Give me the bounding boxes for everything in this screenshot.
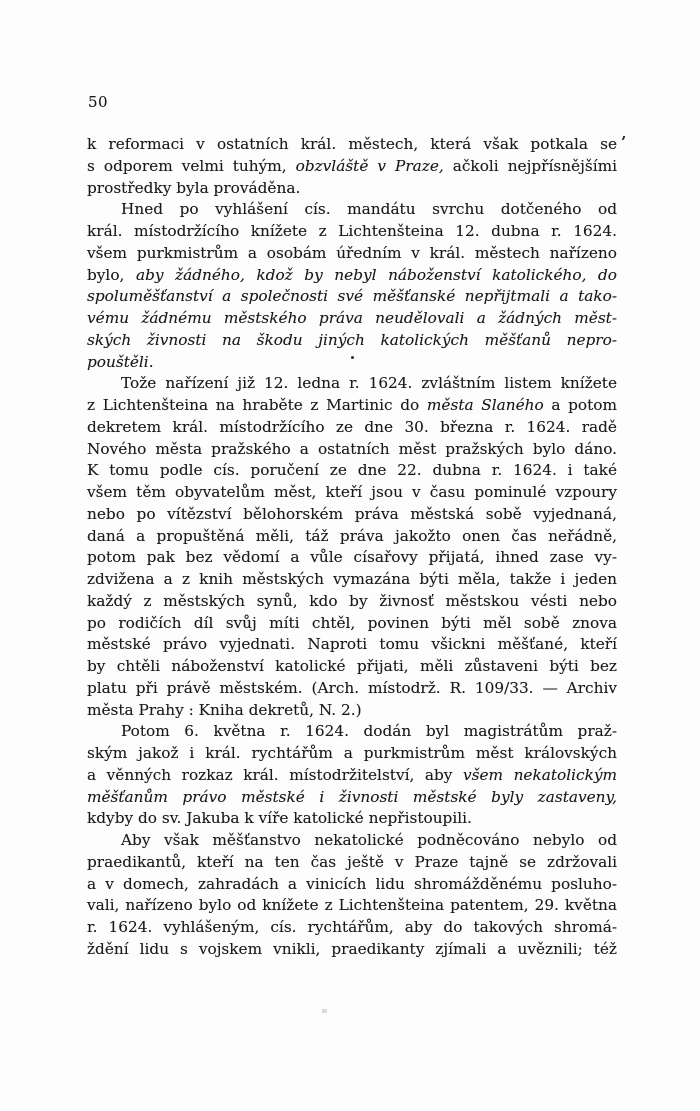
text-run: Tože nařízení již 12. ledna r. 1624. zvláštním listem knížete	[121, 374, 617, 393]
text-line	[87, 917, 617, 939]
text-line	[87, 634, 617, 656]
emphasized-text-run: aby žádného, kdož by nebyl náboženství katolického, do	[135, 265, 617, 284]
text-run: Hned po vyhlášení cís. mandátu svrchu dotčeného od	[121, 200, 617, 219]
text-line	[87, 591, 617, 613]
text-line	[87, 678, 617, 700]
text-run: a věnných rozkaz král. místodržitelství, aby	[87, 765, 463, 784]
text-line	[87, 243, 617, 265]
text-run: praedikantů, kteří na ten čas ještě v Praze tajně se zdržovali	[87, 852, 617, 871]
text-line	[87, 439, 617, 461]
text-line	[87, 700, 617, 722]
text-run: r. 1624. vyhlášeným, cís. rychtářům, aby do takových shromá-	[87, 918, 617, 936]
emphasized-text-run: obzvláště v Praze,	[295, 156, 444, 175]
text-run: platu při právě městském. (Arch. místodrž. R. 109/33. — Archiv	[87, 678, 617, 697]
text-line	[87, 134, 617, 156]
text-run: Aby však měšťanstvo nekatolické podněcováno nebylo od	[121, 831, 617, 849]
text-run: potom pak bez vědomí a vůle císařovy přijatá, ihned zase vy-	[87, 548, 617, 567]
text-run: všem těm obyvatelům měst, kteří jsou v času pominulé vzpoury	[87, 483, 617, 501]
text-line	[87, 808, 617, 830]
emphasized-text-run: vému žádnému městského práva neudělovali a žádných měst-	[87, 309, 617, 327]
text-line	[87, 352, 617, 374]
text-line	[87, 874, 617, 896]
text-line	[87, 852, 617, 874]
text-line	[87, 308, 617, 330]
emphasized-text-run: měšťanům právo městské i živnosti městské byly zastaveny,	[87, 787, 617, 806]
text-line	[87, 613, 617, 635]
text-run: každý z městských synů, kdo by živnosť městskou vésti nebo	[87, 591, 617, 610]
emphasized-text-run: ských živnosti na škodu jiných katolických měšťanů nepro-	[87, 330, 617, 349]
text-line	[87, 547, 617, 569]
text-run: městské právo vyjednati. Naproti tomu všickni měšťané, kteří	[87, 635, 617, 654]
text-line	[87, 765, 617, 787]
text-run: ždění lidu s vojskem vnikli, praedikanty zjímali a uvěznili; též	[87, 939, 617, 958]
text-line	[87, 787, 617, 809]
text-run: vali, nařízeno bylo od knížete z Lichtenšteina patentem, 29. května	[87, 896, 617, 915]
text-run: zdvižena a z knih městských vymazána býti měla, takže i jeden	[87, 570, 617, 588]
text-run: by chtěli náboženství katolické přijati, měli zůstaveni býti bez	[87, 657, 617, 675]
text-line	[87, 265, 617, 287]
text-run: daná a propuštěná měli, táž práva jakožto onen čas neřádně,	[87, 526, 617, 545]
text-block	[87, 134, 617, 961]
text-line	[87, 482, 617, 504]
text-run: ským jakož i král. rychtářům a purkmistrům měst královských	[87, 744, 617, 762]
text-line	[87, 895, 617, 917]
text-line	[87, 395, 617, 417]
text-line	[87, 656, 617, 678]
emphasized-text-run: města Slaného	[426, 396, 544, 414]
text-line	[87, 373, 617, 395]
text-run: po rodičích díl svůj míti chtěl, povinen býti měl sobě znova	[87, 613, 617, 632]
text-run: a v domech, zahradách a vinicích lidu shromážděnému posluho-	[87, 874, 617, 893]
text-line	[87, 417, 617, 439]
text-line	[87, 569, 617, 591]
text-line	[87, 178, 617, 200]
text-run: král. místodržícího knížete z Lichtenšteina 12. dubna r. 1624.	[87, 222, 617, 240]
text-run: všem purkmistrům a osobám úředním v král. městech nařízeno	[87, 243, 617, 262]
text-run: města Prahy : Kniha dekretů, N. 2.)	[87, 700, 362, 719]
text-line	[87, 460, 617, 482]
text-line	[87, 743, 617, 765]
text-run: Nového města pražského a ostatních měst pražských bylo dáno.	[87, 439, 617, 458]
text-run: K tomu podle cís. poručení ze dne 22. dubna r. 1624. i také	[87, 461, 617, 480]
text-line	[87, 939, 617, 961]
faint-ink-speck	[322, 1009, 327, 1013]
text-run: ačkoli nejpřísnějšími	[443, 156, 617, 175]
text-run: bylo,	[87, 265, 136, 284]
text-run: nebo po vítězství bělohorském práva městská sobě vyjednaná,	[87, 504, 617, 523]
text-line	[87, 721, 617, 743]
emphasized-text-run: všem nekatolickým	[462, 765, 617, 784]
ink-dot-mark	[351, 356, 354, 359]
text-run: s odporem velmi tuhým,	[87, 156, 296, 175]
text-line	[87, 330, 617, 352]
text-run: prostředky byla prováděna.	[87, 178, 301, 197]
text-run: k reformaci v ostatních král. městech, která však potkala se	[87, 135, 617, 153]
text-line	[87, 526, 617, 548]
text-run: kdyby do sv. Jakuba k víře katolické nepřistoupili.	[87, 809, 472, 828]
emphasized-text-run: spoluměšťanství a společnosti své měšťanské nepřijtmali a tako-	[87, 287, 617, 306]
emphasized-text-run: pouštěli.	[87, 352, 154, 371]
text-run: a potom	[543, 396, 617, 414]
text-line	[87, 286, 617, 308]
text-line	[87, 199, 617, 221]
text-line	[87, 504, 617, 526]
text-run: dekretem král. místodržícího ze dne 30. března r. 1624. radě	[87, 417, 617, 436]
text-run: z Lichtenšteina na hraběte z Martinic do	[87, 396, 427, 414]
text-line	[87, 156, 617, 178]
text-line	[87, 221, 617, 243]
stray-apostrophe-mark: ’	[621, 133, 627, 151]
page-number: 50	[88, 93, 109, 111]
text-line	[87, 830, 617, 852]
text-run: Potom 6. května r. 1624. dodán byl magistrátům praž-	[121, 722, 617, 741]
